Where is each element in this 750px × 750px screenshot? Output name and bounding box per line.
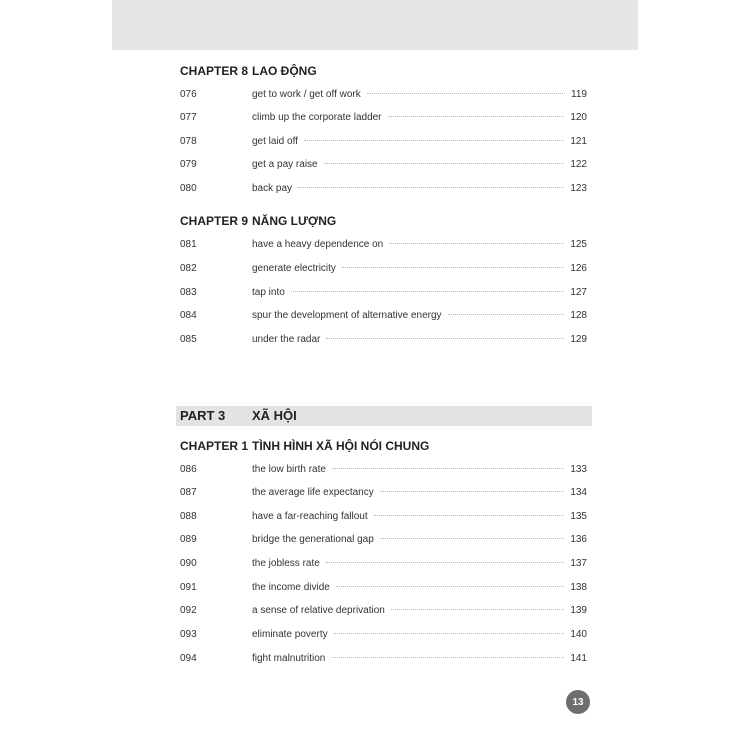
toc-entry[interactable] (180, 487, 587, 503)
entry-number: 080 (180, 183, 197, 194)
header-band (112, 0, 638, 50)
entry-number: 091 (180, 582, 197, 593)
dot-leader (334, 633, 565, 634)
entry-page: 122 (570, 159, 587, 170)
chapter-title: LAO ĐỘNG (252, 64, 317, 78)
entry-number: 089 (180, 534, 197, 545)
chapter-label: CHAPTER 1 (180, 439, 249, 453)
dot-leader (336, 586, 564, 587)
entry-phrase: fight malnutrition (252, 653, 326, 664)
toc-entry[interactable] (180, 183, 587, 199)
toc-entry[interactable] (180, 263, 587, 279)
entry-page: 136 (570, 534, 587, 545)
entry-page: 125 (570, 239, 587, 250)
entry-phrase: the average life expectancy (252, 487, 374, 498)
toc-entry[interactable] (180, 582, 587, 598)
entry-page: 128 (570, 310, 587, 321)
entry-number: 084 (180, 310, 197, 321)
entry-number: 081 (180, 239, 197, 250)
dot-leader (391, 609, 564, 610)
entry-number: 082 (180, 263, 197, 274)
entry-phrase: have a heavy dependence on (252, 239, 384, 250)
dot-leader (331, 657, 564, 658)
dot-leader (332, 468, 564, 469)
dot-leader (324, 163, 565, 164)
toc-entry[interactable] (180, 136, 587, 152)
entry-page: 139 (570, 605, 587, 616)
entry-phrase: the income divide (252, 582, 330, 593)
entry-phrase: get laid off (252, 136, 298, 147)
entry-number: 087 (180, 487, 197, 498)
entry-phrase: tap into (252, 287, 285, 298)
entry-phrase: have a far-reaching fallout (252, 511, 368, 522)
dot-leader (380, 491, 565, 492)
entry-page: 133 (570, 464, 587, 475)
entry-phrase: under the radar (252, 334, 321, 345)
entry-phrase: back pay (252, 183, 293, 194)
dot-leader (388, 116, 565, 117)
dot-leader (367, 93, 565, 94)
dot-leader (342, 267, 564, 268)
entry-phrase: generate electricity (252, 263, 336, 274)
toc-entry[interactable] (180, 334, 587, 350)
toc-entry[interactable] (180, 605, 587, 621)
entry-number: 090 (180, 558, 197, 569)
toc-entry[interactable] (180, 653, 587, 669)
entry-phrase: the jobless rate (252, 558, 320, 569)
page-number-badge: 13 (566, 690, 590, 714)
chapter-title: TÌNH HÌNH XÃ HỘI NÓI CHUNG (252, 439, 430, 453)
toc-entry[interactable] (180, 159, 587, 175)
toc-entry[interactable] (180, 534, 587, 550)
entry-page: 135 (570, 511, 587, 522)
dot-leader (304, 140, 564, 141)
entry-number: 085 (180, 334, 197, 345)
toc-entry[interactable] (180, 310, 587, 326)
chapter-label: CHAPTER 8 (180, 64, 249, 78)
dot-leader (374, 515, 565, 516)
dot-leader (326, 562, 564, 563)
entry-phrase: bridge the generational gap (252, 534, 374, 545)
entry-page: 120 (570, 112, 587, 123)
entry-number: 094 (180, 653, 197, 664)
dot-leader (389, 243, 564, 244)
part-3-heading (176, 406, 592, 426)
entry-number: 086 (180, 464, 197, 475)
entry-phrase: eliminate poverty (252, 629, 328, 640)
entry-phrase: get a pay raise (252, 159, 318, 170)
dot-leader (298, 187, 564, 188)
part-label: PART 3 (180, 408, 226, 423)
dot-leader (448, 314, 565, 315)
entry-number: 083 (180, 287, 197, 298)
toc-entry[interactable] (180, 464, 587, 480)
chapter-label: CHAPTER 9 (180, 214, 249, 228)
entry-page: 138 (570, 582, 587, 593)
part-title: XÃ HỘI (252, 408, 297, 423)
entry-page: 140 (570, 629, 587, 640)
toc-entry[interactable] (180, 287, 587, 303)
entry-page: 127 (570, 287, 587, 298)
entry-page: 129 (570, 334, 587, 345)
dot-leader (380, 538, 565, 539)
toc-entry[interactable] (180, 112, 587, 128)
entry-page: 141 (570, 653, 587, 664)
entry-number: 088 (180, 511, 197, 522)
entry-page: 134 (570, 487, 587, 498)
entry-phrase: get to work / get off work (252, 89, 361, 100)
entry-page: 126 (570, 263, 587, 274)
toc-entry[interactable] (180, 89, 587, 105)
toc-entry[interactable] (180, 629, 587, 645)
entry-number: 093 (180, 629, 197, 640)
entry-phrase: climb up the corporate ladder (252, 112, 382, 123)
toc-entry[interactable] (180, 558, 587, 574)
entry-number: 077 (180, 112, 197, 123)
dot-leader (326, 338, 564, 339)
entry-phrase: spur the development of alternative energy (252, 310, 442, 321)
dot-leader (291, 291, 565, 292)
entry-page: 123 (570, 183, 587, 194)
entry-page: 119 (571, 89, 587, 100)
entry-number: 092 (180, 605, 197, 616)
toc-entry[interactable] (180, 239, 587, 255)
entry-number: 079 (180, 159, 197, 170)
entry-page: 121 (570, 136, 587, 147)
entry-number: 076 (180, 89, 197, 100)
entry-phrase: a sense of relative deprivation (252, 605, 385, 616)
chapter-title: NĂNG LƯỢNG (252, 214, 337, 228)
toc-entry[interactable] (180, 511, 587, 527)
entry-page: 137 (570, 558, 587, 569)
entry-number: 078 (180, 136, 197, 147)
entry-phrase: the low birth rate (252, 464, 326, 475)
